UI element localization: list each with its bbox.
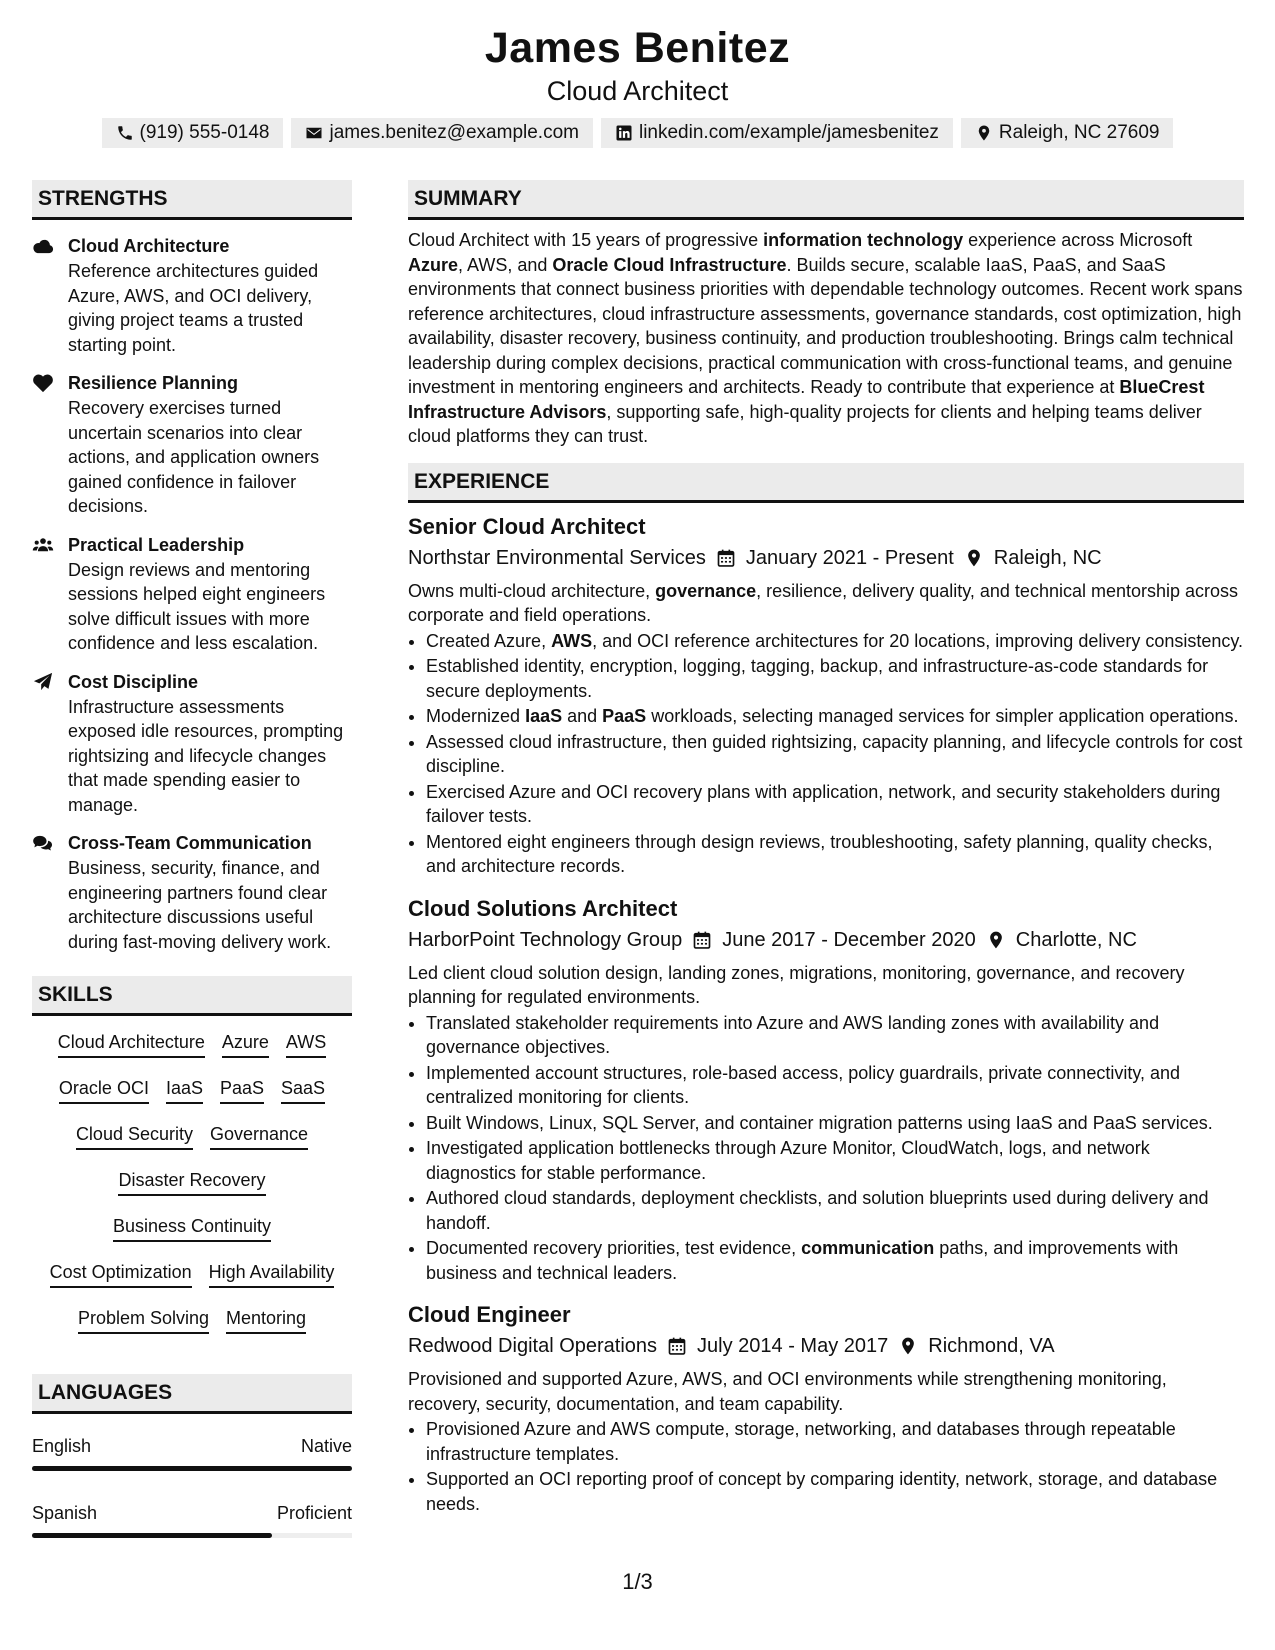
job-meta <box>408 544 1244 572</box>
skill-tag: PaaS <box>220 1070 264 1104</box>
job-location: Charlotte, NC <box>1015 928 1137 951</box>
strength-text: Infrastructure assessments exposed idle resources, prompting rightsizing and lifecycle changes that made spending easier to manage. <box>68 696 344 815</box>
job-company: HarborPoint Technology Group <box>408 928 683 951</box>
job-company: Northstar Environmental Services <box>408 546 706 569</box>
job-dates: January 2021 - Present <box>745 546 954 569</box>
job-bullet: • Modernized IaaS and PaaS workloads, selecting managed services for simpler application operations. <box>426 704 1244 729</box>
strength-item <box>32 533 352 656</box>
job-entry <box>408 895 1244 1286</box>
users-icon <box>32 533 68 656</box>
job-bullet: • Investigated application bottlenecks through Azure Monitor, CloudWatch, logs, and network diagnostics for stable performance. <box>426 1136 1244 1185</box>
experience-list <box>408 513 1244 1517</box>
job-title: Cloud Engineer <box>408 1302 571 1327</box>
strength-body <box>68 533 352 656</box>
strength-body <box>68 670 352 818</box>
job-bullet: • Established identity, encryption, logging, tagging, backup, and infrastructure-as-code standards for secure deployments. <box>426 654 1244 703</box>
heart-icon <box>32 371 68 519</box>
language-row <box>32 1434 352 1458</box>
skill-tag: Azure <box>222 1024 269 1058</box>
page-number: 1/3 <box>622 1569 653 1594</box>
skill-tag: AWS <box>286 1024 326 1058</box>
strength-title: Cloud Architecture <box>68 236 230 256</box>
skills-heading: SKILLS <box>32 976 352 1016</box>
paper-plane-icon <box>32 670 68 818</box>
calendar-icon <box>657 1336 697 1356</box>
candidate-name: James Benitez <box>484 24 791 72</box>
contact-text: james.benitez@example.com <box>329 122 579 143</box>
job-location: Richmond, VA <box>928 1335 1055 1357</box>
strength-title: Practical Leadership <box>68 534 245 555</box>
skill-tag: Oracle OCI <box>59 1070 149 1104</box>
resume-header <box>0 22 1275 148</box>
job-dates: June 2017 - December 2020 <box>722 928 976 951</box>
skill-tag: SaaS <box>281 1070 325 1104</box>
job-bullet: • Built Windows, Linux, SQL Server, and container migration patterns using IaaS and PaaS services. <box>426 1111 1244 1136</box>
strength-item <box>32 831 352 954</box>
strength-text: Business, security, finance, and engineering partners found clear architecture discussions useful during fast-moving delivery work. <box>68 858 332 952</box>
contact-chip[interactable] <box>291 118 593 148</box>
job-bullet: • Authored cloud standards, deployment checklists, and solution blueprints used during delivery and handoff. <box>426 1186 1244 1235</box>
language-proficiency-bar <box>32 1533 352 1538</box>
job-bullet: • Translated stakeholder requirements into Azure and AWS landing zones with availability and governance objectives. <box>426 1011 1244 1060</box>
job-bullet: • Exercised Azure and OCI recovery plans with application, network, and security stakeholders during failover tests. <box>426 780 1244 829</box>
strength-item <box>32 371 352 519</box>
strength-text: Recovery exercises turned uncertain scenarios into clear actions, and application owners gained confidence in failover decisions. <box>68 398 320 516</box>
strength-title: Cost Discipline <box>68 671 199 692</box>
skill-tag: Problem Solving <box>78 1300 209 1334</box>
calendar-icon <box>706 548 746 568</box>
contact-text: linkedin.com/example/jamesbenitez <box>638 122 939 143</box>
language-row <box>32 1501 352 1525</box>
strength-title: Cross-Team Communication <box>68 833 312 853</box>
language-proficiency-bar <box>32 1466 352 1471</box>
job-bullet: • Supported an OCI reporting proof of concept by comparing identity, network, storage, and database needs. <box>426 1467 1244 1516</box>
skill-tag: Cloud Security <box>76 1116 193 1150</box>
skill-tag: Cloud Architecture <box>58 1024 205 1058</box>
job-bullet: • Mentored eight engineers through design reviews, troubleshooting, safety planning, quality checks, and architecture records. <box>426 830 1244 879</box>
skill-tag: Cost Optimization <box>50 1254 192 1288</box>
job-description: Owns multi-cloud architecture, governance, resilience, delivery quality, and technical mentorship across corporate and field operations. <box>408 580 1239 625</box>
strengths-heading: STRENGTHS <box>32 180 352 220</box>
language-proficiency-fill <box>32 1466 352 1471</box>
skill-tag: Mentoring <box>226 1300 306 1334</box>
summary-text: Cloud Architect with 15 years of progressive information technology experience across Microsoft Azure, AWS, and Oracle Cloud Infrastructure. Builds secure, scalable IaaS, PaaS, and SaaS environments that connect business priorities with dependable technology outcomes. Recent work spans reference architectures, cloud infrastructure assessments, governance standards, cost optimization, high availability, disaster recovery, business continuity, and production troubleshooting. Brings calm technical leadership during complex decisions, practical communication with cross-functional teams, and genuine investment in mentoring engineers and architects. Ready to contribute that experience at BlueCrest Infrastructure Advisors, supporting safe, high-quality projects for clients and helping teams deliver cloud platforms they can trust. <box>408 230 1243 446</box>
strength-body <box>68 371 352 519</box>
languages-heading: LANGUAGES <box>32 1374 352 1414</box>
language-name: English <box>32 1436 92 1456</box>
summary-heading: SUMMARY <box>408 180 1244 220</box>
skill-tag: Governance <box>210 1116 308 1150</box>
strength-item <box>32 670 352 818</box>
strength-text: Reference architectures guided Azure, AWS, and OCI delivery, giving project teams a trusted starting point. <box>68 261 319 355</box>
job-entry <box>408 513 1244 879</box>
contact-bar <box>0 118 1275 148</box>
strength-body <box>68 831 352 954</box>
skill-tag: IaaS <box>166 1070 203 1104</box>
contact-chip[interactable] <box>961 118 1174 148</box>
comments-icon <box>32 831 68 954</box>
contact-chip[interactable] <box>102 118 284 148</box>
job-description: Led client cloud solution design, landing zones, migrations, monitoring, governance, and recovery planning for regulated environments. <box>408 962 1185 1007</box>
job-title: Senior Cloud Architect <box>408 513 646 539</box>
job-company: Redwood Digital Operations <box>408 1335 658 1357</box>
left-column <box>32 180 352 1538</box>
envelope-icon <box>305 124 323 142</box>
contact-chip[interactable] <box>601 118 953 148</box>
phone-icon <box>116 124 134 142</box>
linkedin-icon <box>615 124 633 142</box>
job-entry <box>408 1301 1244 1516</box>
job-bullets <box>408 1011 1244 1286</box>
strengths-list <box>32 234 352 954</box>
map-pin-icon <box>954 548 994 568</box>
strength-text: Design reviews and mentoring sessions helped eight engineers solve difficult issues with more confidence and less escalation. <box>68 559 326 653</box>
job-description: Provisioned and supported Azure, AWS, and OCI environments while strengthening monitoring, recovery, security, documentation, and team capability. <box>408 1369 1167 1414</box>
job-location: Raleigh, NC <box>993 546 1102 569</box>
calendar-icon <box>682 930 722 950</box>
right-column <box>408 180 1244 1517</box>
job-meta <box>408 1332 1244 1360</box>
language-level: Proficient <box>276 1503 352 1523</box>
job-bullet: • Assessed cloud infrastructure, then guided rightsizing, capacity planning, and lifecycle controls for cost discipline. <box>426 730 1244 779</box>
map-pin-icon <box>975 124 993 142</box>
strength-item <box>32 234 352 357</box>
job-bullet: • Implemented account structures, role-based access, policy guardrails, private connectivity, and centralized monitoring for clients. <box>426 1061 1244 1110</box>
job-bullets <box>408 629 1244 879</box>
job-title: Cloud Solutions Architect <box>408 895 678 921</box>
language-level: Native <box>300 1436 352 1456</box>
candidate-role: Cloud Architect <box>546 76 729 106</box>
contact-text: Raleigh, NC 27609 <box>998 122 1160 143</box>
job-bullet: • Documented recovery priorities, test evidence, communication paths, and improvements with business and technical leaders. <box>426 1236 1244 1285</box>
strength-body <box>68 234 352 357</box>
language-name: Spanish <box>32 1503 98 1523</box>
strength-title: Resilience Planning <box>68 373 239 393</box>
experience-heading: EXPERIENCE <box>408 463 1244 503</box>
language-proficiency-fill <box>32 1533 272 1538</box>
map-pin-icon <box>976 930 1016 950</box>
job-dates: July 2014 - May 2017 <box>697 1335 889 1357</box>
skill-tag: High Availability <box>209 1254 335 1288</box>
skill-tag: Disaster Recovery <box>118 1162 265 1196</box>
contact-text: (919) 555-0148 <box>139 122 270 143</box>
job-bullets <box>408 1417 1244 1516</box>
skills-list <box>32 1016 352 1346</box>
job-bullet: • Provisioned Azure and AWS compute, storage, networking, and databases through repeatable infrastructure templates. <box>426 1417 1244 1466</box>
cloud-icon <box>32 234 68 357</box>
skill-tag: Business Continuity <box>113 1208 271 1242</box>
job-meta <box>408 926 1244 954</box>
map-pin-icon <box>888 1336 928 1356</box>
job-bullet: • Created Azure, AWS, and OCI reference architectures for 20 locations, improving delivery consistency. <box>426 629 1244 654</box>
languages-list <box>32 1434 352 1538</box>
